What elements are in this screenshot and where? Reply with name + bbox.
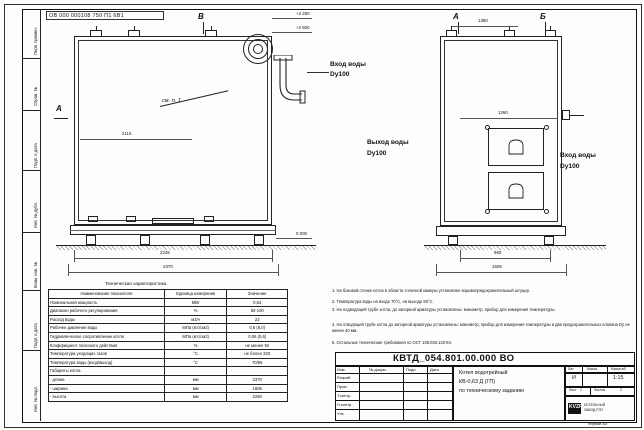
margin-rule	[22, 170, 40, 171]
stamp-role-3: Н.контр.	[337, 401, 353, 407]
top-nozzle-right-stem-3	[550, 26, 551, 31]
spec-cell: %	[164, 341, 227, 350]
sheets-num: 2	[620, 388, 622, 392]
side-pipe-stub	[562, 110, 570, 120]
spec-table	[48, 289, 288, 402]
revision-col-rule	[403, 366, 404, 421]
elev-line-1	[272, 32, 312, 33]
bolt-dot	[485, 125, 490, 130]
section-letter-b: Б	[540, 12, 546, 21]
table-row	[49, 367, 288, 376]
designation-text: КВТД_054.801.00.000 ВО	[393, 353, 515, 364]
support-right-1	[448, 236, 458, 245]
door-handle-upper-icon	[505, 138, 527, 156]
water-inlet-pipe-left	[272, 55, 322, 115]
ground-hatch-left	[56, 246, 316, 250]
table-row	[49, 358, 288, 367]
table-row	[49, 350, 288, 359]
rev-col-1: № докум.	[369, 366, 387, 372]
spec-cell: 70/95	[227, 358, 288, 367]
spec-cell: МВт	[164, 298, 227, 307]
margin-label-3: Инв. № дубл.	[33, 202, 38, 228]
leader-inlet-top	[307, 72, 329, 73]
elev-line-2	[276, 238, 312, 239]
spec-cell: мм	[164, 384, 227, 393]
spec-cell: 1605	[227, 384, 288, 393]
company-line-1: ЗАВОД РЗП	[584, 408, 603, 412]
label-inlet-right-sub: Dy100	[560, 163, 580, 170]
label-inlet-top-sub: Dy100	[330, 71, 350, 78]
margin-rule	[22, 350, 40, 351]
dim-2245: 2245	[160, 250, 170, 255]
section-letter-v: В	[198, 12, 204, 21]
section-letter-a-left: А	[56, 104, 62, 113]
revision-col-rule	[427, 366, 428, 421]
spec-cell: %	[164, 307, 227, 316]
dim-line-960	[460, 258, 550, 259]
bolt-dot	[485, 209, 490, 214]
elev-mark-0: +2 250	[296, 11, 310, 16]
lit-header-1: Масса	[587, 366, 598, 371]
spec-cell: Температура воды (вход/выход)	[49, 358, 165, 367]
dim-line-1260	[460, 118, 558, 119]
spec-cell: Номинальная мощность	[49, 298, 165, 307]
title-block	[335, 352, 635, 421]
rev-col-0: Изм.	[337, 366, 346, 372]
rev-col-3: Дата	[430, 366, 439, 372]
bottom-valve-1	[88, 216, 98, 222]
spec-table-header-row	[49, 290, 288, 299]
dim-1260: 1260	[498, 110, 508, 115]
top-nozzle-stem-1	[96, 26, 97, 31]
top-nozzle-3	[205, 30, 217, 37]
door-handle-lower-icon	[505, 182, 527, 200]
revision-grid-rule	[335, 400, 453, 401]
spec-header-2: Значение	[227, 290, 288, 299]
spec-cell: мм	[164, 393, 227, 402]
table-row	[49, 324, 288, 333]
bottom-valve-2	[126, 216, 136, 222]
spec-cell: МПа (кгс/см2)	[164, 332, 227, 341]
dim-1360: 1360	[478, 18, 488, 23]
support-right-2	[544, 236, 554, 245]
spec-cell: - высота	[49, 393, 165, 402]
margin-label-4: Взам. инв. №	[33, 262, 38, 288]
spec-cell: 2250	[227, 393, 288, 402]
product-line-0: Котел водогрейный	[459, 370, 508, 376]
margin-rule	[22, 58, 40, 59]
callout-label: см. п. 1	[162, 98, 182, 104]
dim-960: 960	[494, 250, 502, 255]
support-left-1	[86, 235, 96, 245]
sheet-num: 1	[580, 388, 582, 392]
label-outlet-title: Выход воды	[367, 139, 409, 146]
dim-line-2115	[80, 139, 192, 140]
margin-rule	[22, 232, 40, 233]
side-pipe-leader	[570, 115, 584, 116]
spec-cell: - ширина	[49, 384, 165, 393]
spec-cell: Температура уходящих газов	[49, 350, 165, 359]
dim-ext-960-r	[550, 250, 551, 262]
bolt-dot	[544, 125, 549, 130]
stamp-role-1: Пров.	[337, 383, 348, 389]
lit-header-2: Масштаб	[611, 366, 626, 371]
support-left-2	[140, 235, 150, 245]
spec-cell: 0,6 (6,0)	[227, 324, 288, 333]
spec-cell: 2370	[227, 375, 288, 384]
scale-value: 1:15	[613, 375, 624, 381]
spec-header-0: Наименование показателя	[49, 290, 165, 299]
spec-cell	[227, 367, 288, 376]
margin-label-1: Справ. №	[33, 87, 38, 106]
sheet-col-rule	[590, 387, 591, 396]
bottom-manifold	[152, 218, 194, 224]
margin-label-5: Подп. и дата	[33, 323, 38, 348]
note-2: 2. Температура воды на входе 70°С, на выходе 95°С.	[332, 299, 434, 304]
spec-cell: не менее 92	[227, 341, 288, 350]
spec-cell: Габариты котла	[49, 367, 165, 376]
spec-cell: °С	[164, 358, 227, 367]
section-letter-a-right: А	[453, 12, 459, 21]
spec-cell: Коэффициент полезного действия	[49, 341, 165, 350]
ground-hatch-right	[424, 246, 606, 250]
elev-mark-2: 0 000	[296, 231, 307, 236]
label-inlet-top-title: Вход воды	[330, 61, 366, 68]
dim-1605: 1605	[492, 264, 502, 269]
boiler-body-inner-left	[78, 40, 268, 221]
spec-cell: 50-100	[227, 307, 288, 316]
elev-line-0	[272, 18, 312, 19]
elev-mark-1: +2 500	[296, 25, 310, 30]
label-outlet-sub: Dy100	[367, 150, 387, 157]
revision-grid-rule	[335, 409, 453, 410]
dim-ext-960-l	[460, 250, 461, 262]
margin-label-0: Перв. примен.	[33, 27, 38, 55]
stamp-role-0: Разраб.	[337, 374, 352, 380]
top-nozzle-right-1	[446, 30, 457, 37]
dim-2370: 2370	[163, 264, 173, 269]
dim-ext-2245-l	[74, 250, 75, 262]
spec-table-title: Техническая характеристика	[105, 281, 167, 286]
spec-cell: Гидравлическое сопротивление котла	[49, 332, 165, 341]
margin-rule	[22, 290, 40, 291]
bottom-valve-3	[204, 216, 214, 222]
top-nozzle-stem-3	[211, 26, 212, 31]
boiler-base-frame-right	[436, 226, 566, 236]
format-note: Формат А3	[588, 422, 608, 426]
revision-grid	[335, 366, 453, 421]
dim-ext-2370-r	[278, 264, 279, 276]
bolt-dot	[544, 209, 549, 214]
dim-line-2245	[74, 258, 272, 259]
margin-label-6: Инв. № подл.	[33, 385, 38, 412]
support-left-3	[200, 235, 210, 245]
top-nozzle-stem-2	[134, 26, 135, 31]
revision-grid-rule	[335, 391, 453, 392]
section-letter-v-tick	[203, 22, 204, 34]
table-row	[49, 341, 288, 350]
spec-cell: МПа (кгс/см2)	[164, 324, 227, 333]
table-row	[49, 393, 288, 402]
spec-cell: Расход воды	[49, 315, 165, 324]
dim-ext-1605-r	[566, 264, 567, 276]
top-nozzle-1	[90, 30, 102, 37]
spec-cell: 0,06 (0,6)	[227, 332, 288, 341]
spec-cell: м3/ч	[164, 315, 227, 324]
note-5: 5. Остальные технические требования по ОСТ 108.030.133-84.	[332, 340, 452, 345]
section-letter-a-right-tick	[458, 22, 459, 34]
stamp-role-2: Т.контр.	[337, 392, 352, 398]
margin-rule	[22, 110, 40, 111]
top-nozzle-2	[128, 30, 140, 37]
burner-flange-inner	[253, 44, 263, 54]
dim-line-2370	[68, 272, 278, 273]
dim-line-1360	[452, 26, 518, 27]
spec-header-1: Единица измерения	[164, 290, 227, 299]
spec-cell	[164, 367, 227, 376]
base-centerline	[70, 230, 276, 231]
spec-cell: мм	[164, 375, 227, 384]
margin-divider	[40, 9, 41, 421]
revision-col-rule	[359, 366, 360, 421]
dim-ext-2370-l	[68, 264, 69, 276]
top-nozzle-right-3	[545, 30, 556, 37]
section-letter-b-tick	[545, 22, 546, 34]
lit-header-0: Лит.	[568, 366, 575, 371]
table-row	[49, 384, 288, 393]
support-left-4	[254, 235, 264, 245]
spec-cell: не более 220	[227, 350, 288, 359]
spec-cell: °С	[164, 350, 227, 359]
table-row	[49, 298, 288, 307]
spec-cell: Диапазон рабочего регулирования	[49, 307, 165, 316]
revision-grid-rule	[335, 382, 453, 383]
revision-grid-rule	[335, 373, 453, 374]
table-row	[49, 307, 288, 316]
label-inlet-right-title: Вход воды	[560, 152, 596, 159]
table-row	[49, 332, 288, 341]
company-logo-text: KVZR	[569, 404, 583, 410]
company-line-0: КОТЕЛЬНЫЙ	[584, 403, 606, 407]
table-row	[49, 315, 288, 324]
top-nozzle-right-2	[504, 30, 515, 37]
lit-value: И	[572, 375, 576, 381]
product-line-2: по техническому заданию	[459, 388, 524, 394]
note-1: 1. На боковой стенке котла в области топочной камеры установлен взрывопредохранительный штуцер.	[332, 288, 531, 293]
table-row	[49, 375, 288, 384]
spec-cell: 22	[227, 315, 288, 324]
spec-cell: Рабочее давление воды	[49, 324, 165, 333]
dim-ext-2245-r	[272, 250, 273, 262]
spec-cell: 0,63	[227, 298, 288, 307]
note-4: 4. На отводящей трубе котла до запорной арматуры установлены: манометр, прибор для измерения температуры и два предохранительных клапана Dy не менее 40 мм.	[332, 322, 630, 333]
dim-2115: 2115	[122, 131, 132, 136]
stamp-role-4: Утв.	[337, 410, 345, 416]
dim-ext-1605-l	[436, 264, 437, 276]
top-code-text: ОВ 000 000108 750 П1 6В1	[49, 12, 124, 19]
rev-col-2: Подп.	[406, 366, 417, 372]
margin-label-2: Подп. и дата	[33, 143, 38, 168]
section-letter-a-left-tick	[54, 118, 68, 119]
sheet-label: Лист	[569, 388, 577, 392]
note-3: 3. На подводящей трубе котла, до запорной арматуры установлены: манометр, прибор для измерения температуры.	[332, 307, 556, 312]
sheets-label: Листов	[594, 388, 606, 392]
dim-line-1605	[436, 272, 566, 273]
spec-cell: - длина	[49, 375, 165, 384]
product-line-1: КВ-0,63 Д (ГП)	[459, 379, 496, 385]
